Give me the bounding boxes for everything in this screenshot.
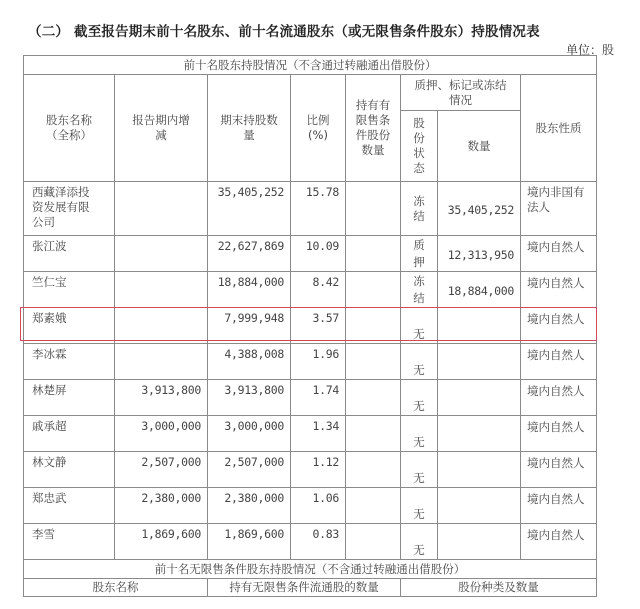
cell-status: 无 [401,524,438,560]
cell-holding: 22,627,869 [208,236,291,272]
table-row [24,452,597,488]
cell-holding: 3,913,800 [208,380,291,416]
cell-name: 李冰霖 [24,344,115,380]
cell-holding: 2,507,000 [208,452,291,488]
cell-name: 竺仁宝 [24,272,115,308]
cell-name: 张江波 [24,236,115,272]
unit-label: 单位：股 [565,43,614,57]
header-name: 股东名称 （全称） [24,75,115,182]
cell-status: 无 [401,416,438,452]
cell-restricted [346,452,401,488]
cell-holding: 18,884,000 [208,272,291,308]
cell-restricted [346,236,401,272]
cell-name: 西藏泽添投资发展有限公司 [24,182,115,236]
section-bottom-title: 前十名无限售条件股东持股情况（不含通过转融通出借股份） [24,560,597,579]
cell-quantity: 18,884,000 [438,272,521,308]
table-row [24,380,597,416]
cell-nature: 境内自然人 [521,524,597,560]
header-nature: 股东性质 [521,75,597,182]
table-row [24,416,597,452]
cell-name: 李雪 [24,524,115,560]
cell-restricted [346,182,401,236]
cell-ratio: 15.78 [291,182,346,236]
cell-change: 1,869,600 [115,524,208,560]
cell-nature: 境内自然人 [521,236,597,272]
cell-change: 3,913,800 [115,380,208,416]
header-quantity: 数量 [438,111,521,182]
cell-nature: 境内自然人 [521,416,597,452]
cell-change [115,236,208,272]
table-row [24,182,597,236]
cell-ratio: 10.09 [291,236,346,272]
cell-change: 2,507,000 [115,452,208,488]
bottom-header-type-qty: 股份种类及数量 [401,579,597,597]
table-row [24,524,597,560]
cell-holding: 7,999,948 [208,308,291,344]
header-holding: 期末持股数 量 [208,75,291,182]
cell-holding: 2,380,000 [208,488,291,524]
cell-restricted [346,524,401,560]
bottom-header-unrestricted-qty: 持有无限售条件流通股的数量 [208,579,401,597]
cell-name: 郑素娥 [24,308,115,344]
cell-name: 郑忠武 [24,488,115,524]
cell-ratio: 1.06 [291,488,346,524]
cell-quantity [438,308,521,344]
cell-name: 林楚屏 [24,380,115,416]
cell-nature: 境内非国有法人 [521,182,597,236]
cell-restricted [346,344,401,380]
table-row [24,488,597,524]
section-title: （二） 截至报告期末前十名股东、前十名流通股东（或无限售条件股东）持股情况表 [28,24,540,40]
cell-nature: 境内自然人 [521,344,597,380]
cell-restricted [346,308,401,344]
cell-nature: 境内自然人 [521,272,597,308]
cell-nature: 境内自然人 [521,488,597,524]
cell-change [115,308,208,344]
cell-restricted [346,380,401,416]
cell-status: 无 [401,488,438,524]
cell-holding: 1,869,600 [208,524,291,560]
cell-restricted [346,488,401,524]
cell-ratio: 1.12 [291,452,346,488]
table-row [24,344,597,380]
cell-restricted [346,272,401,308]
cell-nature: 境内自然人 [521,308,597,344]
cell-nature: 境内自然人 [521,380,597,416]
section-top-title: 前十名股东持股情况（不含通过转融通出借股份） [24,56,597,75]
cell-change [115,182,208,236]
cell-ratio: 1.34 [291,416,346,452]
cell-status: 质押 [401,236,438,272]
header-pledge: 质押、标记或冻结 情况 [401,75,521,111]
cell-quantity [438,416,521,452]
cell-status: 无 [401,308,438,344]
table-row [24,236,597,272]
section-bottom-row [24,560,597,579]
cell-status: 无 [401,344,438,380]
cell-status: 无 [401,452,438,488]
cell-quantity [438,452,521,488]
header-restricted: 持有有 限售条 件股份 数量 [346,75,401,182]
cell-status: 无 [401,380,438,416]
cell-change: 3,000,000 [115,416,208,452]
section-header-row [24,56,597,75]
column-header-row [24,75,597,111]
cell-change [115,272,208,308]
cell-change: 2,380,000 [115,488,208,524]
cell-ratio: 1.74 [291,380,346,416]
cell-ratio: 1.96 [291,344,346,380]
cell-nature: 境内自然人 [521,452,597,488]
cell-status: 冻结 [401,182,438,236]
cell-change [115,344,208,380]
cell-holding: 35,405,252 [208,182,291,236]
cell-quantity [438,524,521,560]
cell-name: 林文静 [24,452,115,488]
cell-ratio: 8.42 [291,272,346,308]
bottom-header-name: 股东名称 [24,579,208,597]
table-row [24,272,597,308]
header-change: 报告期内增 减 [115,75,208,182]
cell-restricted [346,416,401,452]
cell-holding: 3,000,000 [208,416,291,452]
header-ratio: 比例 (%) [291,75,346,182]
bottom-header-row [24,579,597,597]
cell-ratio: 3.57 [291,308,346,344]
header-status: 股 份 状 态 [401,111,438,182]
cell-holding: 4,388,008 [208,344,291,380]
cell-ratio: 0.83 [291,524,346,560]
cell-quantity [438,380,521,416]
cell-quantity: 35,405,252 [438,182,521,236]
cell-quantity: 12,313,950 [438,236,521,272]
cell-quantity [438,344,521,380]
cell-name: 戚承超 [24,416,115,452]
cell-status: 冻结 [401,272,438,308]
table-row-highlighted [24,308,597,344]
cell-quantity [438,488,521,524]
shareholders-table [23,55,597,597]
